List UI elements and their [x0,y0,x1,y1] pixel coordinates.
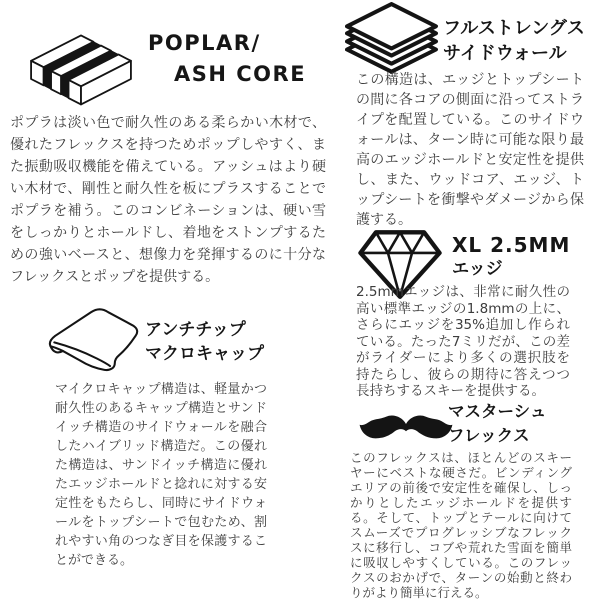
section-title [443,16,585,66]
section-body: 2.5mmエッジは、非常に耐久性の高い標準エッジの1.8mmの上に、さらにエッジを35%追加し作られている。たった7ミリだが、この差がライダーにより多くの選択肢を持たらし、彼らの期待に答えつつ長持ちするスキーを提供する。 [356,284,570,399]
section-body: この構造は、エッジとトップシートの間に各コアの側面に沿ってストライプを配置している。このサイドウォールは、ターン時に可能な限り最高のエッジホールドと安定性を提供し、また、ウッドコア、エッジ、トップシートを衝撃やダメージから保護する。 [356,72,584,228]
title-line-2: サイドウォール [443,43,567,64]
section-body: このフレックスは、ほとんどのスキーヤーにベストな硬さだ。ビンディングエリアの前後で安定性を確保し、しっかりとしたエッジホールドを提供する。そして、トップとテールに向けてスムーズでプログレッシブなフレックスに移行し、コブや荒れた雪面を簡単に吸収しやすくしている。このフレックスのおかげで、ターンの始動と終わりがより簡単に行える。 [350,450,572,600]
section-anti-chip-macro-cap [42,296,326,596]
title-line-1: マスターシュ [448,402,547,421]
section-mustache-flex [345,398,597,600]
cap-sheet-icon [42,298,146,381]
title-line-2: マクロキャップ [145,344,264,364]
mustache-icon [358,412,454,447]
section-body: マイクロキャップ構造は、軽量かつ耐久性のあるキャップ構造とサンドイッチ構造のサイドウォールを融合したハイブリッド構造だ。この優れた構造は、サンドイッチ構造に優れたエッジホールドと捻れに対する安定性をもたらし、同時にサイドウォールをトップシートで包むため、割れやすい角のつなぎ目を保護することができる。 [55,382,267,568]
title-line-2: エッジ [452,259,503,279]
section-body: ポプラは淡い色で耐久性のある柔らかい木材で、優れたフレックスを持つためポップしやすく、また振動吸収機能を備えている。アッシュはより硬い木材で、剛性と耐久性を板にプラスすることでポプラを補う。このコンビネーションは、硬い雪をしっかりとホールドし、着地をストンプするための強いベースと、想像力を発揮するのに十分なフレックスとポップを提供する。 [10,115,326,285]
section-full-strength-sidewall [345,0,595,226]
title-line-1: アンチチップ [145,320,246,340]
title-line-1: POPLAR/ [148,31,261,55]
section-title [148,28,306,90]
title-line-2: フレックス [448,426,530,445]
stacked-layers-icon [345,2,440,75]
section-xl-edge [345,226,595,398]
section-title [452,232,570,280]
wood-core-icon [22,20,140,109]
section-title [448,400,546,448]
section-poplar-ash-core [10,18,328,294]
title-line-2: ASH CORE [174,62,307,86]
section-title [145,318,264,366]
title-line-1: XL 2.5MM [452,233,571,257]
title-line-1: フルストレングス [443,18,585,39]
